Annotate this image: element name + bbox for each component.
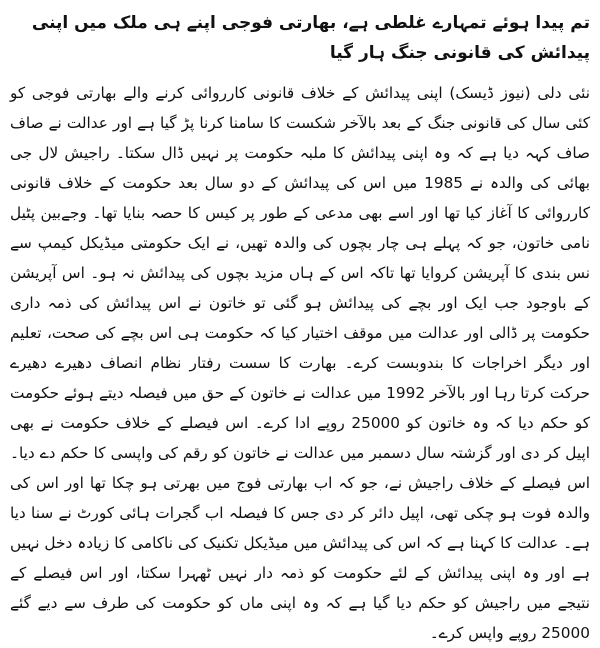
article-body: نئی دلی (نیوز ڈیسک) اپنی پیدائش کے خلاف قانونی کارروائی کرنے والے بھارتی فوجی کو کئی سال کی قانونی جنگ کے بعد بالآخر شکست کا سامنا کرنا پڑ گیا ہے اور عدالت نے صاف صاف کہہ دیا ہے کہ وہ اپنی پیدائش کا ملبہ حکومت پر نہیں ڈال سکتا۔ راجیش لال جی بھائی کی والدہ نے 1985 میں اس کی پیدائش کے دو سال بعد حکومت کے خلاف قانونی کارروائی کا آغاز کیا تھا اور اسے بھی مدعی کے طور پر کیس کا حصہ بنایا تھا۔ وجےبین پٹیل نامی خاتون، جو کہ پہلے ہی چار بچوں کی والدہ تھیں، نے ایک حکومتی میڈیکل کیمپ سے نس بندی کا آپریشن کروایا تھا تاکہ اس کے ہاں مزید بچوں کی پیدائش نہ ہو۔ اس آپریشن کے باوجود جب ایک اور بچے کی پیدائش ہو گئی تو خاتون نے اس پیدائش کی ذمہ داری حکومت پر ڈالی اور عدالت میں موقف اختیار کیا کہ حکومت ہی اس بچے کی صحت، تعلیم اور دیگر اخراجات کا بندوبست کرے۔ بھارت کا سست رفتار نظام انصاف دھیرے دھیرے حرکت کرتا رہا اور بالآخر 1992 میں عدالت نے خاتون کے حق میں فیصلہ دیتے ہوئے حکومت کو حکم دیا کہ وہ خاتون کو 25000 روپے ادا کرے۔ اس فیصلے کے خلاف حکومت نے بھی اپیل کر دی اور گزشتہ سال دسمبر میں عدالت نے خاتون کو رقم کی واپسی کا حکم دے دیا۔ اس فیصلے کے خلاف راجیش نے، جو کہ اب بھارتی فوج میں بھرتی ہو چکا تھا اور اس کی والدہ فوت ہو چکی تھی، اپیل دائر کر دی جس کا فیصلہ اب گجرات ہائی کورٹ نے سنا دیا ہے۔ عدالت کا کہنا ہے کہ اس کی پیدائش میں میڈیکل تکنیک کی ناکامی کا زیادہ دخل نہیں ہے اور وہ اپنی پیدائش کے لئے حکومت کو ذمہ دار نہیں ٹھہرا سکتا، اور اس فیصلے کے نتیجے میں راجیش کو حکم دیا گیا ہے کہ وہ اپنی ماں کو حکومت کی طرف سے دیے گئے 25000 روپے واپس کرے۔	[10, 84, 591, 642]
article-headline: تم پیدا ہوئے تمہارے غلطی ہے، بھارتی فوجی اپنے ہی ملک میں اپنی پیدائش کی قانونی جنگ ہار گیا	[31, 13, 590, 63]
